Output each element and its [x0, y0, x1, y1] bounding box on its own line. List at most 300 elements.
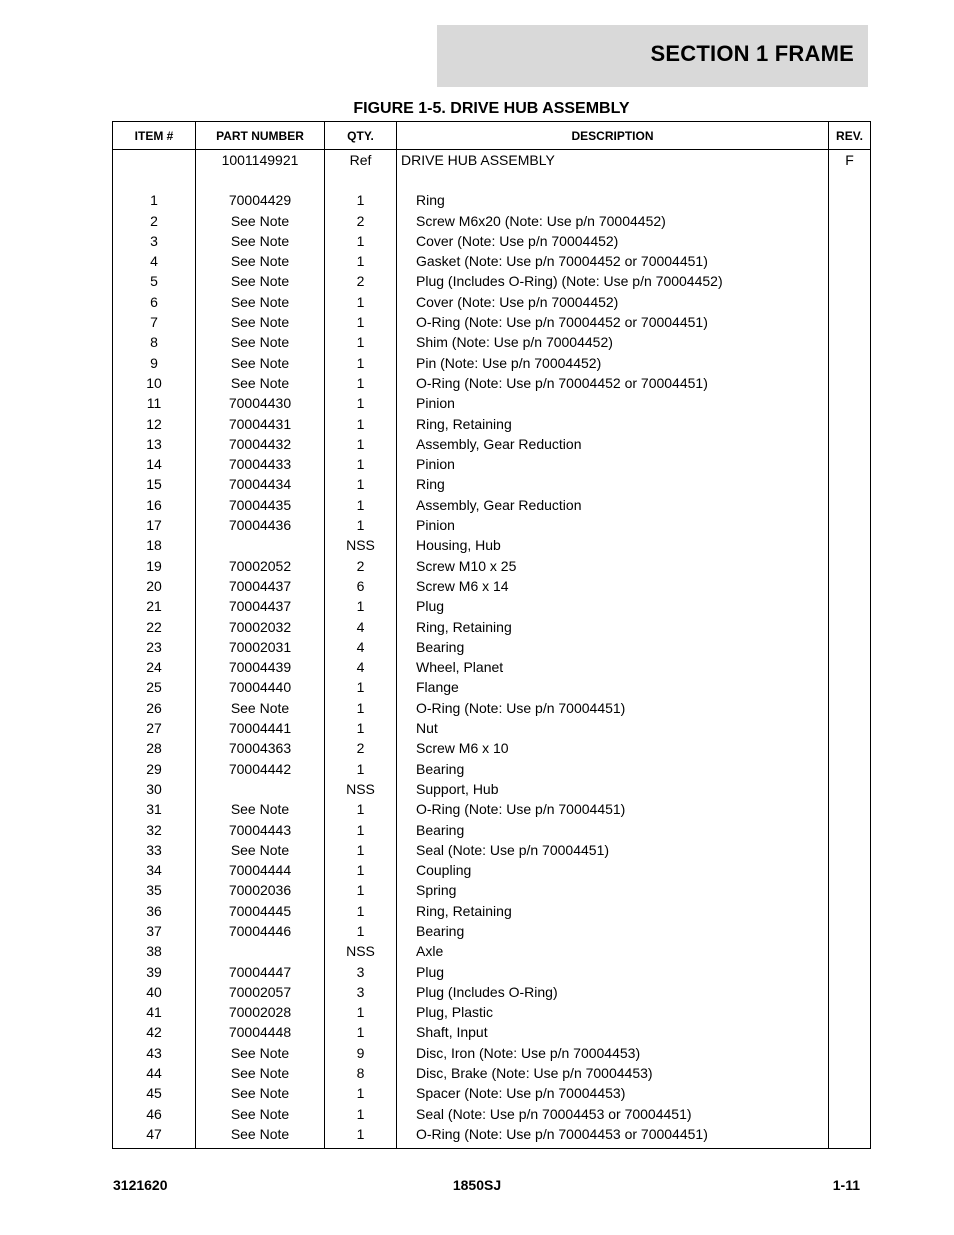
cell-description: Bearing	[397, 637, 829, 657]
cell-rev	[829, 941, 871, 961]
spacer-row	[113, 170, 871, 190]
cell-item-number: 4	[113, 251, 196, 271]
cell-description: Pinion	[397, 515, 829, 535]
cell-item-number: 37	[113, 921, 196, 941]
header-item: ITEM #	[113, 122, 196, 150]
cell-qty: 1	[325, 1002, 397, 1022]
table-row	[113, 231, 871, 251]
cell-part-number: See Note	[196, 312, 325, 332]
cell-part-number: See Note	[196, 251, 325, 271]
table-row	[113, 454, 871, 474]
cell-qty: 1	[325, 880, 397, 900]
cell-rev	[829, 718, 871, 738]
table-row	[113, 880, 871, 900]
cell-rev	[829, 799, 871, 819]
cell-qty: 1	[325, 353, 397, 373]
table-row	[113, 820, 871, 840]
cell-rev	[829, 251, 871, 271]
table-row	[113, 373, 871, 393]
table-row	[113, 860, 871, 880]
cell-description: Pinion	[397, 454, 829, 474]
cell-part-number: 70004437	[196, 596, 325, 616]
cell-rev	[829, 373, 871, 393]
cell-description: Ring	[397, 474, 829, 494]
cell-description: Plug, Plastic	[397, 1002, 829, 1022]
cell-rev	[829, 332, 871, 352]
cell-part-number: 70004431	[196, 414, 325, 434]
cell-description: Disc, Iron (Note: Use p/n 70004453)	[397, 1043, 829, 1063]
cell-qty: 1	[325, 698, 397, 718]
cell-qty: 1	[325, 596, 397, 616]
assembly-part-number: 1001149921	[196, 150, 325, 171]
cell-rev	[829, 556, 871, 576]
assembly-qty: Ref	[325, 150, 397, 171]
cell-description: Seal (Note: Use p/n 70004453 or 70004451)	[397, 1104, 829, 1124]
cell-qty: 1	[325, 1104, 397, 1124]
cell-item-number: 9	[113, 353, 196, 373]
table-row	[113, 759, 871, 779]
table-row	[113, 738, 871, 758]
cell-qty: 2	[325, 211, 397, 231]
table-row	[113, 718, 871, 738]
cell-part-number: 70004441	[196, 718, 325, 738]
cell-description: O-Ring (Note: Use p/n 70004451)	[397, 799, 829, 819]
cell-qty: 2	[325, 271, 397, 291]
cell-rev	[829, 677, 871, 697]
cell-rev	[829, 393, 871, 413]
cell-item-number: 28	[113, 738, 196, 758]
cell-qty: 1	[325, 190, 397, 210]
cell-part-number: See Note	[196, 1043, 325, 1063]
cell-qty: 1	[325, 251, 397, 271]
cell-rev	[829, 1104, 871, 1124]
cell-description: Plug	[397, 962, 829, 982]
cell-description: Plug (Includes O-Ring)	[397, 982, 829, 1002]
cell-item-number: 43	[113, 1043, 196, 1063]
table-row	[113, 434, 871, 454]
cell-item-number: 13	[113, 434, 196, 454]
cell-part-number: 70004444	[196, 860, 325, 880]
table-row	[113, 1063, 871, 1083]
cell-rev	[829, 1124, 871, 1149]
cell-item-number: 3	[113, 231, 196, 251]
cell-rev	[829, 779, 871, 799]
cell-item-number: 41	[113, 1002, 196, 1022]
table-row	[113, 495, 871, 515]
table-row	[113, 271, 871, 291]
cell-description: Ring, Retaining	[397, 617, 829, 637]
cell-item-number: 31	[113, 799, 196, 819]
cell-description: Support, Hub	[397, 779, 829, 799]
cell-description: O-Ring (Note: Use p/n 70004451)	[397, 698, 829, 718]
cell-part-number: See Note	[196, 1124, 325, 1149]
table-row	[113, 1124, 871, 1149]
cell-rev	[829, 292, 871, 312]
section-title: SECTION 1 FRAME	[650, 41, 854, 66]
cell-qty: 3	[325, 982, 397, 1002]
cell-part-number: 70004445	[196, 901, 325, 921]
cell-qty: 2	[325, 556, 397, 576]
cell-part-number: 70002032	[196, 617, 325, 637]
cell-part-number: 70004435	[196, 495, 325, 515]
cell-part-number: 70004447	[196, 962, 325, 982]
cell-part-number: 70002036	[196, 880, 325, 900]
cell-part-number: See Note	[196, 1083, 325, 1103]
cell-description: Cover (Note: Use p/n 70004452)	[397, 292, 829, 312]
cell-description: Screw M6 x 10	[397, 738, 829, 758]
cell-rev	[829, 1022, 871, 1042]
cell-part-number: 70004446	[196, 921, 325, 941]
table-row	[113, 474, 871, 494]
cell-rev	[829, 860, 871, 880]
cell-qty: 1	[325, 292, 397, 312]
cell-qty: NSS	[325, 941, 397, 961]
cell-description: Screw M6x20 (Note: Use p/n 70004452)	[397, 211, 829, 231]
cell-description: Coupling	[397, 860, 829, 880]
cell-rev	[829, 921, 871, 941]
cell-item-number: 33	[113, 840, 196, 860]
cell-description: Gasket (Note: Use p/n 70004452 or 70004451)	[397, 251, 829, 271]
cell-item-number: 39	[113, 962, 196, 982]
cell-description: Housing, Hub	[397, 535, 829, 555]
cell-description: Bearing	[397, 820, 829, 840]
cell-qty: 1	[325, 231, 397, 251]
cell-part-number: 70004440	[196, 677, 325, 697]
table-row	[113, 312, 871, 332]
cell-part-number: 70002028	[196, 1002, 325, 1022]
cell-description: Assembly, Gear Reduction	[397, 495, 829, 515]
cell-part-number: 70004432	[196, 434, 325, 454]
cell-qty: 1	[325, 454, 397, 474]
cell-description: Ring, Retaining	[397, 414, 829, 434]
cell-qty: 1	[325, 840, 397, 860]
cell-description: Bearing	[397, 759, 829, 779]
cell-part-number: 70004439	[196, 657, 325, 677]
cell-description: Screw M6 x 14	[397, 576, 829, 596]
cell-description: Ring	[397, 190, 829, 210]
table-row	[113, 617, 871, 637]
cell-qty: 1	[325, 393, 397, 413]
cell-description: O-Ring (Note: Use p/n 70004452 or 70004451)	[397, 312, 829, 332]
cell-rev	[829, 617, 871, 637]
cell-rev	[829, 1002, 871, 1022]
figure-title: FIGURE 1-5. DRIVE HUB ASSEMBLY	[353, 100, 630, 117]
cell-rev	[829, 414, 871, 434]
cell-description: Axle	[397, 941, 829, 961]
cell-description: Nut	[397, 718, 829, 738]
cell-item-number: 29	[113, 759, 196, 779]
cell-item-number: 45	[113, 1083, 196, 1103]
cell-description: Shim (Note: Use p/n 70004452)	[397, 332, 829, 352]
cell-part-number	[196, 941, 325, 961]
cell-rev	[829, 840, 871, 860]
cell-description: Seal (Note: Use p/n 70004451)	[397, 840, 829, 860]
cell-rev	[829, 231, 871, 251]
table-row	[113, 921, 871, 941]
cell-rev	[829, 576, 871, 596]
footer-page-number: 1-11	[832, 1177, 860, 1193]
cell-qty: 1	[325, 373, 397, 393]
table-row	[113, 332, 871, 352]
cell-qty: 4	[325, 617, 397, 637]
cell-rev	[829, 962, 871, 982]
cell-item-number: 40	[113, 982, 196, 1002]
cell-qty: 1	[325, 312, 397, 332]
cell-rev	[829, 474, 871, 494]
cell-part-number: See Note	[196, 353, 325, 373]
parts-table	[112, 121, 871, 1149]
cell-item-number: 34	[113, 860, 196, 880]
table-row	[113, 393, 871, 413]
table-row	[113, 1083, 871, 1103]
cell-rev	[829, 1083, 871, 1103]
cell-qty: 1	[325, 414, 397, 434]
cell-description: Assembly, Gear Reduction	[397, 434, 829, 454]
cell-qty: 9	[325, 1043, 397, 1063]
table-row	[113, 901, 871, 921]
cell-qty: NSS	[325, 535, 397, 555]
cell-rev	[829, 657, 871, 677]
cell-description: Pin (Note: Use p/n 70004452)	[397, 353, 829, 373]
cell-item-number: 14	[113, 454, 196, 474]
cell-part-number: 70004434	[196, 474, 325, 494]
table-row	[113, 190, 871, 210]
table-row	[113, 698, 871, 718]
cell-part-number: See Note	[196, 332, 325, 352]
cell-qty: 1	[325, 901, 397, 921]
cell-part-number: See Note	[196, 292, 325, 312]
cell-part-number: 70002031	[196, 637, 325, 657]
cell-qty: 1	[325, 921, 397, 941]
cell-part-number: See Note	[196, 211, 325, 231]
cell-rev	[829, 698, 871, 718]
cell-description: Plug (Includes O-Ring) (Note: Use p/n 70004452)	[397, 271, 829, 291]
cell-item-number: 8	[113, 332, 196, 352]
cell-part-number: 70004363	[196, 738, 325, 758]
cell-part-number	[196, 535, 325, 555]
cell-item-number: 1	[113, 190, 196, 210]
cell-part-number: See Note	[196, 231, 325, 251]
header-qty: QTY.	[325, 122, 397, 150]
cell-part-number: 70002057	[196, 982, 325, 1002]
cell-qty: 1	[325, 759, 397, 779]
cell-item-number: 20	[113, 576, 196, 596]
cell-rev	[829, 353, 871, 373]
cell-part-number: 70004442	[196, 759, 325, 779]
assembly-description: DRIVE HUB ASSEMBLY	[397, 150, 829, 171]
cell-item-number: 11	[113, 393, 196, 413]
table-row	[113, 535, 871, 555]
cell-qty: 1	[325, 515, 397, 535]
cell-description: Spring	[397, 880, 829, 900]
cell-item-number: 16	[113, 495, 196, 515]
cell-rev	[829, 312, 871, 332]
cell-description: Ring, Retaining	[397, 901, 829, 921]
assembly-item	[113, 150, 196, 171]
assembly-rev: F	[829, 150, 871, 171]
cell-part-number: See Note	[196, 271, 325, 291]
cell-rev	[829, 759, 871, 779]
cell-qty: 1	[325, 1124, 397, 1149]
cell-description: Flange	[397, 677, 829, 697]
table-row	[113, 576, 871, 596]
cell-part-number: 70004436	[196, 515, 325, 535]
cell-part-number: See Note	[196, 1063, 325, 1083]
table-row	[113, 1104, 871, 1124]
cell-item-number: 2	[113, 211, 196, 231]
cell-item-number: 47	[113, 1124, 196, 1149]
cell-item-number: 46	[113, 1104, 196, 1124]
cell-qty: 1	[325, 860, 397, 880]
footer-manual-number: 3121620	[113, 1177, 168, 1193]
header-description: DESCRIPTION	[397, 122, 829, 150]
cell-qty: NSS	[325, 779, 397, 799]
table-row	[113, 596, 871, 616]
cell-item-number: 22	[113, 617, 196, 637]
cell-item-number: 32	[113, 820, 196, 840]
cell-rev	[829, 434, 871, 454]
cell-qty: 1	[325, 332, 397, 352]
cell-item-number: 26	[113, 698, 196, 718]
cell-qty: 6	[325, 576, 397, 596]
cell-qty: 4	[325, 657, 397, 677]
cell-item-number: 25	[113, 677, 196, 697]
cell-qty: 2	[325, 738, 397, 758]
table-row	[113, 211, 871, 231]
cell-item-number: 42	[113, 1022, 196, 1042]
cell-rev	[829, 190, 871, 210]
section-banner	[437, 25, 868, 87]
cell-rev	[829, 596, 871, 616]
table-row	[113, 840, 871, 860]
cell-qty: 1	[325, 1083, 397, 1103]
cell-description: Pinion	[397, 393, 829, 413]
cell-description: O-Ring (Note: Use p/n 70004452 or 70004451)	[397, 373, 829, 393]
cell-description: Bearing	[397, 921, 829, 941]
assembly-row	[113, 150, 871, 171]
cell-item-number: 35	[113, 880, 196, 900]
cell-part-number: See Note	[196, 698, 325, 718]
cell-rev	[829, 820, 871, 840]
cell-item-number: 15	[113, 474, 196, 494]
cell-part-number: See Note	[196, 799, 325, 819]
cell-description: Spacer (Note: Use p/n 70004453)	[397, 1083, 829, 1103]
cell-rev	[829, 1043, 871, 1063]
cell-qty: 1	[325, 434, 397, 454]
cell-item-number: 21	[113, 596, 196, 616]
cell-qty: 1	[325, 474, 397, 494]
table-row	[113, 637, 871, 657]
cell-item-number: 17	[113, 515, 196, 535]
cell-rev	[829, 738, 871, 758]
cell-description: Screw M10 x 25	[397, 556, 829, 576]
cell-rev	[829, 271, 871, 291]
cell-item-number: 12	[113, 414, 196, 434]
table-row	[113, 941, 871, 961]
cell-item-number: 5	[113, 271, 196, 291]
cell-part-number: See Note	[196, 373, 325, 393]
table-row	[113, 414, 871, 434]
cell-part-number: 70002052	[196, 556, 325, 576]
cell-rev	[829, 211, 871, 231]
cell-item-number: 30	[113, 779, 196, 799]
cell-part-number: 70004437	[196, 576, 325, 596]
cell-item-number: 10	[113, 373, 196, 393]
cell-rev	[829, 982, 871, 1002]
cell-rev	[829, 637, 871, 657]
cell-description: Plug	[397, 596, 829, 616]
cell-qty: 1	[325, 799, 397, 819]
cell-rev	[829, 454, 871, 474]
table-row	[113, 1043, 871, 1063]
cell-item-number: 23	[113, 637, 196, 657]
cell-qty: 1	[325, 820, 397, 840]
cell-description: O-Ring (Note: Use p/n 70004453 or 70004451)	[397, 1124, 829, 1149]
cell-rev	[829, 901, 871, 921]
table-row	[113, 982, 871, 1002]
cell-item-number: 24	[113, 657, 196, 677]
cell-qty: 4	[325, 637, 397, 657]
cell-rev	[829, 880, 871, 900]
cell-part-number: 70004429	[196, 190, 325, 210]
cell-description: Disc, Brake (Note: Use p/n 70004453)	[397, 1063, 829, 1083]
cell-qty: 1	[325, 1022, 397, 1042]
footer-model: 1850SJ	[452, 1177, 502, 1193]
cell-part-number: 70004433	[196, 454, 325, 474]
table-row	[113, 799, 871, 819]
cell-part-number: See Note	[196, 1104, 325, 1124]
cell-qty: 1	[325, 495, 397, 515]
cell-description: Wheel, Planet	[397, 657, 829, 677]
cell-item-number: 44	[113, 1063, 196, 1083]
cell-item-number: 18	[113, 535, 196, 555]
cell-part-number	[196, 779, 325, 799]
cell-item-number: 27	[113, 718, 196, 738]
cell-item-number: 38	[113, 941, 196, 961]
cell-rev	[829, 1063, 871, 1083]
table-row	[113, 1022, 871, 1042]
cell-part-number: See Note	[196, 840, 325, 860]
table-header-row	[113, 122, 871, 150]
cell-rev	[829, 515, 871, 535]
header-part-number: PART NUMBER	[196, 122, 325, 150]
table-row	[113, 292, 871, 312]
cell-item-number: 7	[113, 312, 196, 332]
table-row	[113, 779, 871, 799]
cell-part-number: 70004443	[196, 820, 325, 840]
header-rev: REV.	[829, 122, 871, 150]
cell-part-number: 70004448	[196, 1022, 325, 1042]
cell-item-number: 6	[113, 292, 196, 312]
table-row	[113, 677, 871, 697]
cell-rev	[829, 535, 871, 555]
cell-qty: 1	[325, 677, 397, 697]
cell-part-number: 70004430	[196, 393, 325, 413]
cell-qty: 8	[325, 1063, 397, 1083]
cell-rev	[829, 495, 871, 515]
table-row	[113, 962, 871, 982]
cell-item-number: 36	[113, 901, 196, 921]
cell-qty: 3	[325, 962, 397, 982]
table-row	[113, 353, 871, 373]
table-row	[113, 1002, 871, 1022]
cell-qty: 1	[325, 718, 397, 738]
cell-description: Shaft, Input	[397, 1022, 829, 1042]
table-row	[113, 657, 871, 677]
table-row	[113, 251, 871, 271]
table-row	[113, 556, 871, 576]
cell-item-number: 19	[113, 556, 196, 576]
